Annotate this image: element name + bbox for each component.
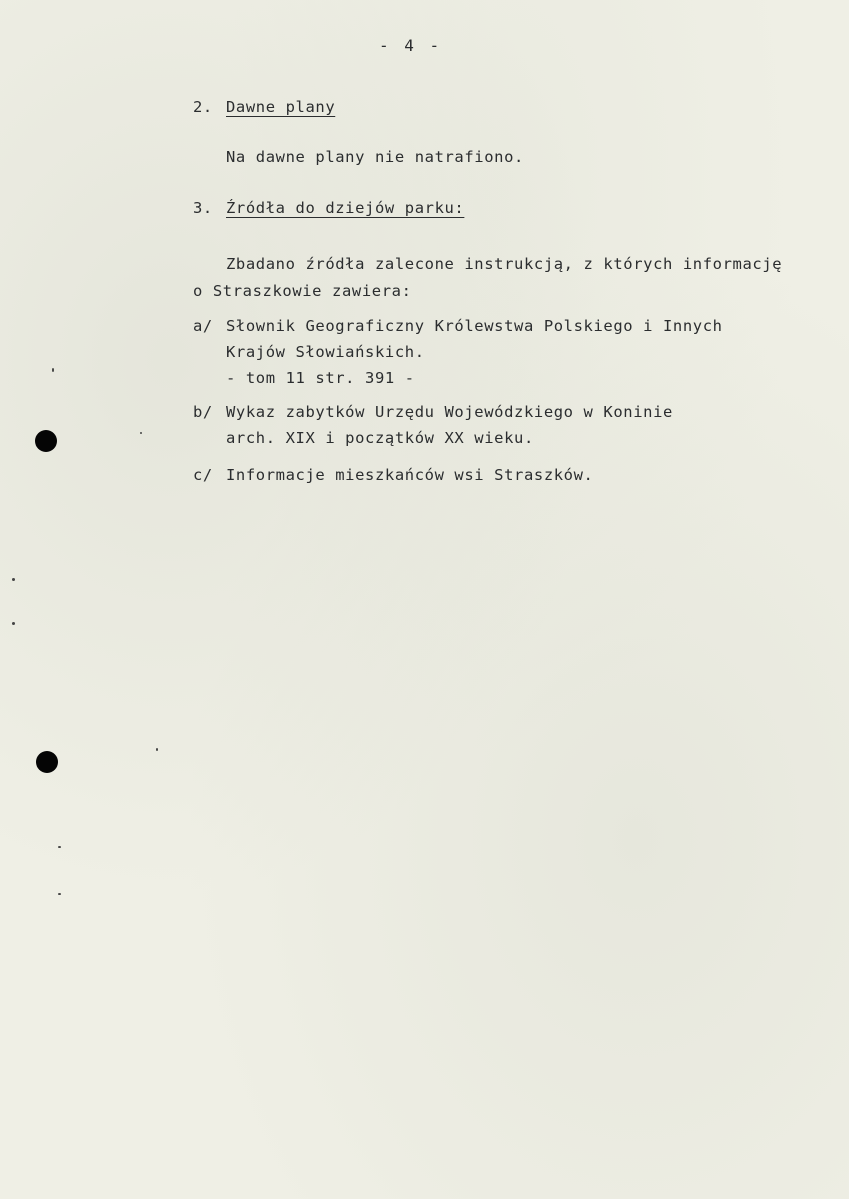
scan-speck	[52, 368, 54, 372]
list-item-a-line-2: Krajów Słowiańskich.	[226, 343, 425, 361]
list-item-b-line-2: arch. XIX i początków XX wieku.	[226, 429, 534, 447]
punch-hole-bottom	[36, 751, 58, 773]
list-item-c-line-1: Informacje mieszkańców wsi Straszków.	[226, 466, 594, 484]
section-3-number: 3.	[193, 199, 213, 217]
scan-speck	[156, 748, 158, 751]
section-3-intro-line-2: o Straszkowie zawiera:	[193, 282, 412, 300]
scan-speck	[58, 893, 61, 895]
section-2-number: 2.	[193, 98, 213, 116]
section-2-text: Na dawne plany nie natrafiono.	[226, 148, 524, 166]
section-2-title: Dawne plany	[226, 98, 336, 116]
scan-speck	[140, 432, 142, 434]
section-3-intro-line-1: Zbadano źródła zalecone instrukcją, z których informację	[226, 255, 783, 273]
punch-hole-top	[35, 430, 57, 452]
page-number: - 4 -	[379, 36, 443, 55]
scan-speck	[12, 578, 15, 581]
list-item-a-line-1: Słownik Geograficzny Królewstwa Polskiego i Innych	[226, 317, 723, 335]
scan-speck	[58, 846, 61, 848]
list-item-marker-a: a/	[193, 317, 213, 335]
section-3-title: Źródła do dziejów parku:	[226, 199, 465, 217]
list-item-a-line-3: - tom 11 str. 391 -	[226, 369, 415, 387]
scan-speck	[12, 622, 15, 625]
list-item-marker-b: b/	[193, 403, 213, 421]
list-item-marker-c: c/	[193, 466, 213, 484]
list-item-b-line-1: Wykaz zabytków Urzędu Wojewódzkiego w Koninie	[226, 403, 673, 421]
